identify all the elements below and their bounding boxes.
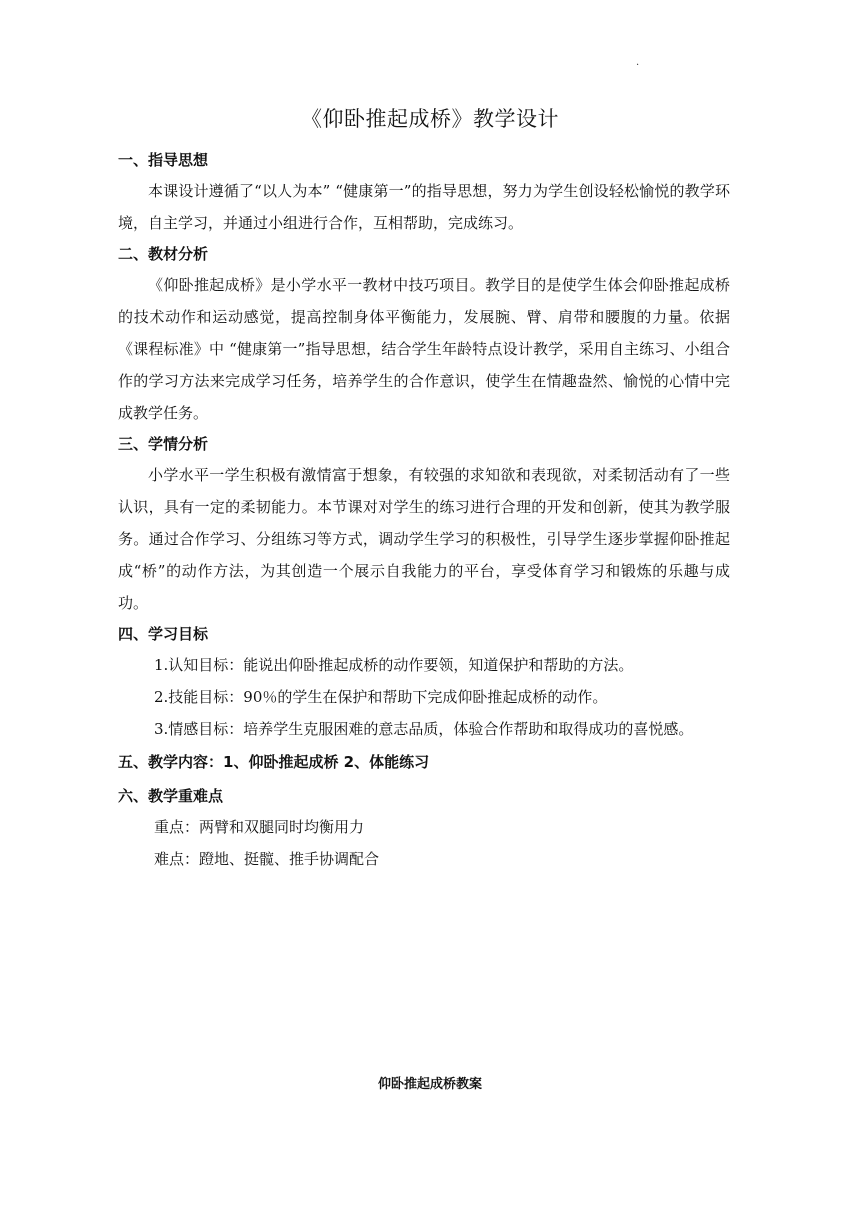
section-heading-guiding-ideology: 一、指导思想 xyxy=(118,151,209,169)
corner-mark: . xyxy=(636,57,640,68)
difficult-point: 难点：蹬地、挺髋、推手协调配合 xyxy=(154,850,380,868)
document-title: 《仰卧推起成桥》教学设计 xyxy=(301,107,559,131)
goal-emotional: 3.情感目标：培养学生克服困难的意志品质，体验合作帮助和取得成功的喜悦感。 xyxy=(154,720,694,738)
document-body xyxy=(118,149,730,875)
section-heading-material-analysis: 二、教材分析 xyxy=(118,245,209,263)
key-point: 重点：两臂和双腿同时均衡用力 xyxy=(154,818,365,836)
section-heading-teaching-content: 五、教学内容：1、仰卧推起成桥 2、体能练习 xyxy=(118,753,430,771)
goal-cognitive: 1.认知目标：能说出仰卧推起成桥的动作要领，知道保护和帮助的方法。 xyxy=(154,656,634,674)
section-heading-key-difficult-points: 六、教学重难点 xyxy=(118,787,224,805)
section-heading-student-analysis: 三、学情分析 xyxy=(118,435,209,453)
goal-skill: 2.技能目标：90％的学生在保护和帮助下完成仰卧推起成桥的动作。 xyxy=(154,688,608,706)
paragraph-guiding-ideology: 本课设计遵循了“以人为本” “健康第一”的指导思想，努力为学生创设轻松愉悦的教学环境，自主学习，并通过小组进行合作，互相帮助，完成练习。 xyxy=(118,182,730,232)
section-heading-learning-goals: 四、学习目标 xyxy=(118,625,209,643)
paragraph-material-analysis: 《仰卧推起成桥》是小学水平一教材中技巧项目。教学目的是使学生体会仰卧推起成桥的技术动作和运动感觉，提高控制身体平衡能力，发展腕、臂、肩带和腰腹的力量。依据《课程标准》中 “健康第一”指导思想，结合学生年龄特点设计教学，采用自主练习、小组合作的学习方法来完成学习任务，培养学生的合作意识，使学生在情趣盎然、愉悦的心情中完成教学任务。 xyxy=(118,276,730,422)
paragraph-student-analysis: 小学水平一学生积极有激情富于想象，有较强的求知欲和表现欲，对柔韧活动有了一些认识，具有一定的柔韧能力。本节课对对学生的练习进行合理的开发和创新，使其为教学服务。通过合作学习、分组练习等方式，调动学生学习的积极性，引导学生逐步掌握仰卧推起成“桥”的动作方法，为其创造一个展示自我能力的平台，享受体育学习和锻炼的乐趣与成功。 xyxy=(118,466,730,612)
page-footer: 仰卧推起成桥教案 xyxy=(377,1077,482,1092)
